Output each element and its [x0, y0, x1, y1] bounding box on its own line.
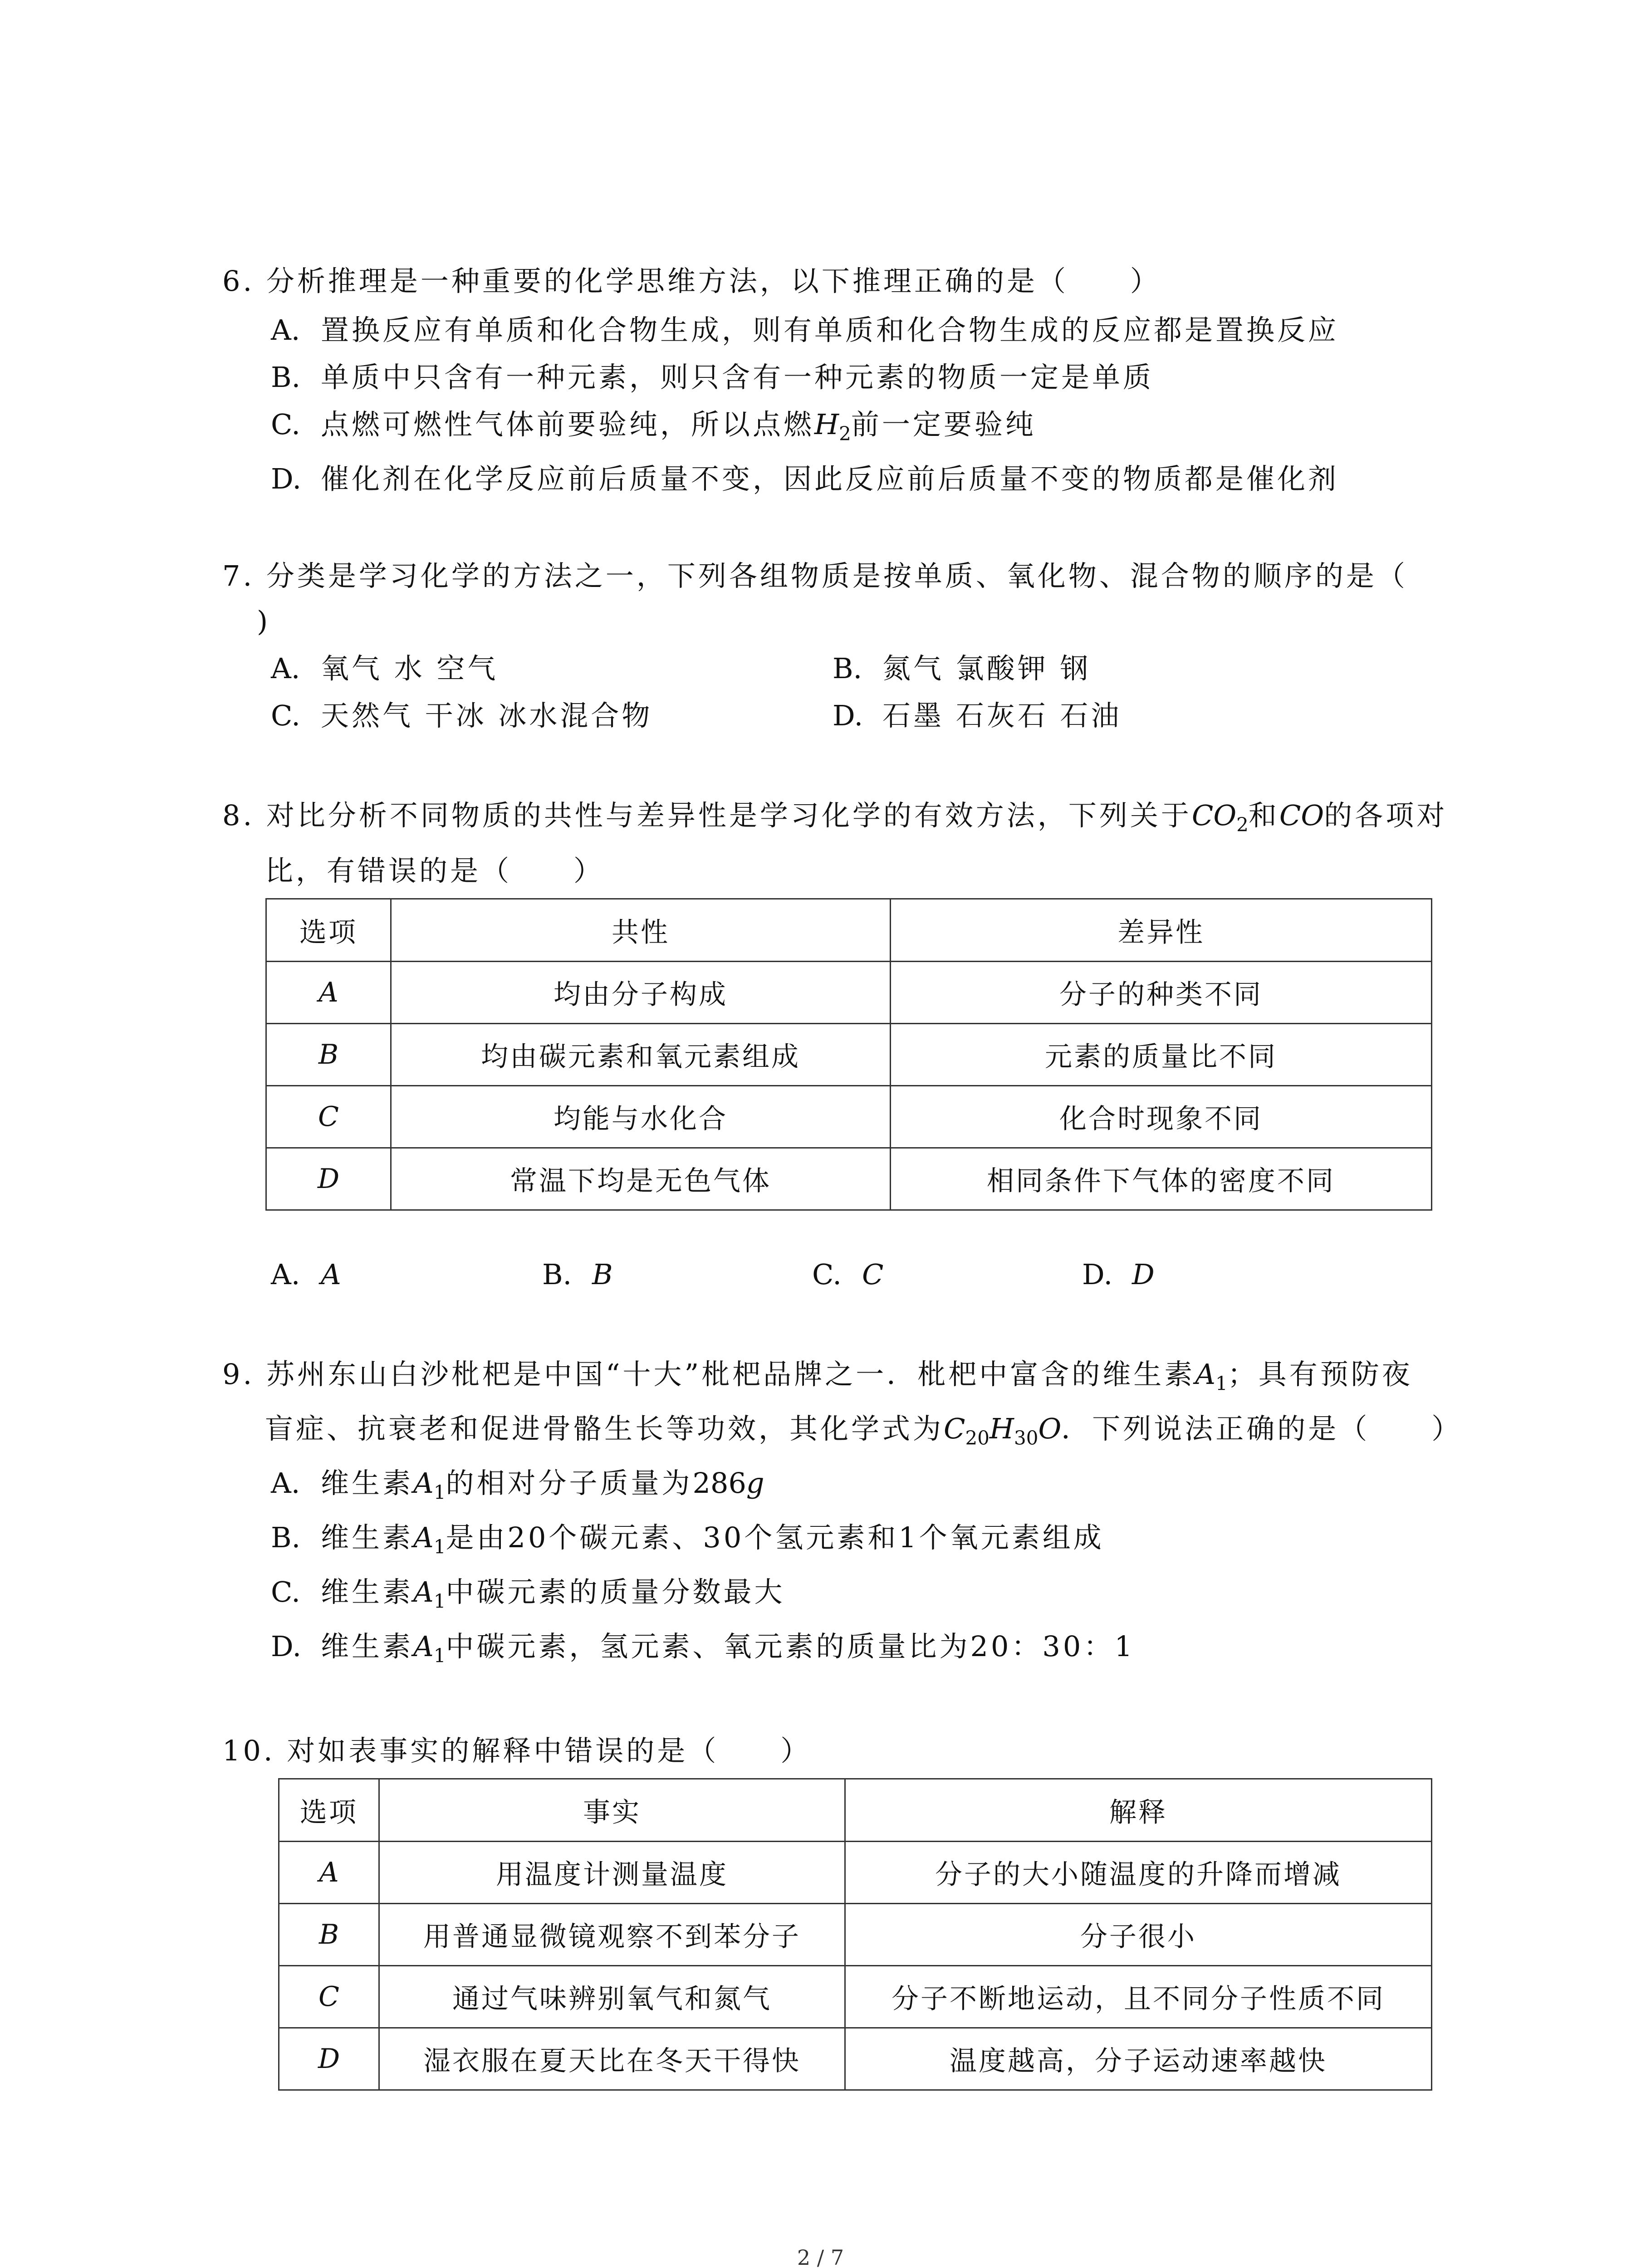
- table-cell: 湿衣服在夏天比在冬天干得快: [379, 2028, 845, 2090]
- option-text: 置换反应有单质和化合物生成，则有单质和化合物生成的反应都是置换反应: [321, 313, 1339, 347]
- q8-table: [265, 898, 1432, 1211]
- option-text: 氮气 氯酸钾 钢: [882, 652, 1091, 685]
- page-number: 2 / 7: [797, 2245, 844, 2268]
- table-row: [266, 1024, 1432, 1086]
- table-cell: A: [266, 962, 391, 1024]
- formula-a1: $A_1$: [413, 1575, 446, 1613]
- formula-a1: $A_1$: [413, 1466, 446, 1504]
- q7-stem: 7. 分类是学习化学的方法之一，下列各组物质是按单质、氧化物、混合物的顺序的是（: [222, 559, 1408, 592]
- option-label: B.: [833, 652, 862, 685]
- q6-option-c: [271, 406, 1036, 452]
- q9-option-b: B. 维生素$A_1$是由20个碳元素、30个氢元素和1个氧元素组成: [271, 1520, 1104, 1565]
- q8-option-a: [271, 1256, 341, 1293]
- option-label: C.: [271, 699, 300, 732]
- q9-stem-line1: 9. 苏州东山白沙枇杷是中国“十大”枇杷品牌之一．枇杷中富含的维生素$A_1$；具有预防夜: [222, 1358, 1413, 1395]
- table-cell: 常温下均是无色气体: [391, 1148, 891, 1210]
- table-row: [266, 1086, 1432, 1148]
- option-text: 氧气 水 空气: [321, 652, 499, 685]
- option-label: B.: [271, 361, 301, 394]
- table-row: [279, 1842, 1432, 1904]
- option-label: A.: [271, 313, 300, 347]
- table-header: 事实: [379, 1779, 845, 1842]
- option-label: B.: [542, 1258, 572, 1291]
- q6-option-d: [271, 461, 1339, 497]
- option-text: D: [1132, 1258, 1155, 1291]
- q8-option-c: [812, 1256, 883, 1293]
- q9-option-c: C. 维生素$A_1$中碳元素的质量分数最大: [271, 1574, 785, 1619]
- table-cell: C: [266, 1086, 391, 1148]
- option-label: A.: [271, 652, 300, 685]
- table-cell: 分子很小: [845, 1904, 1432, 1966]
- unit: g: [746, 1466, 764, 1500]
- option-text: 点燃可燃性气体前要验纯，所以点燃: [321, 408, 815, 441]
- formula-co: CO: [1279, 799, 1324, 832]
- option-label: D.: [833, 699, 863, 732]
- formula-a1: $A_1$: [413, 1521, 446, 1558]
- option-label: D.: [1082, 1258, 1113, 1291]
- table-cell: A: [279, 1842, 379, 1904]
- q9-stem-line2: 盲症、抗衰老和促进骨骼生长等功效，其化学式为$C_{20}H_{30}O$．下列说法正确的是（ ）: [265, 1412, 1463, 1449]
- option-text: A: [321, 1258, 341, 1291]
- q7-option-a: [271, 650, 498, 687]
- q8-option-d: [1082, 1256, 1155, 1293]
- table-cell: B: [266, 1024, 391, 1086]
- table-cell: 用温度计测量温度: [379, 1842, 845, 1904]
- q6-option-b: [271, 359, 1154, 396]
- option-text: B: [592, 1258, 613, 1291]
- table-header: 选项: [279, 1779, 379, 1842]
- q7-option-d: [833, 698, 1122, 734]
- table-cell: 化合时现象不同: [891, 1086, 1432, 1148]
- formula-a1: $A_1$: [1195, 1358, 1228, 1395]
- q9-option-a: A. 维生素$A_1$的相对分子质量为286g: [271, 1465, 764, 1510]
- table-header: 差异性: [891, 899, 1432, 962]
- option-text: C: [862, 1258, 884, 1291]
- table-row: [266, 962, 1432, 1024]
- table-cell: 元素的质量比不同: [891, 1024, 1432, 1086]
- option-label: C.: [271, 1575, 300, 1608]
- table-row: [279, 2028, 1432, 2090]
- table-cell: D: [279, 2028, 379, 2090]
- q7-stem-end: ): [257, 605, 271, 638]
- option-label: D.: [271, 1630, 302, 1663]
- option-label: B.: [271, 1521, 301, 1554]
- table-cell: D: [266, 1148, 391, 1210]
- table-cell: 用普通显微镜观察不到苯分子: [379, 1904, 845, 1966]
- table-header: 共性: [391, 899, 891, 962]
- q8-option-b: [542, 1256, 613, 1293]
- table-header-row: [266, 899, 1432, 962]
- q6-stem: 6. 分析推理是一种重要的化学思维方法，以下推理正确的是（ ）: [222, 264, 1161, 298]
- table-cell: B: [279, 1904, 379, 1966]
- option-label: C.: [271, 408, 300, 441]
- molar-mass-value: 286: [692, 1466, 746, 1500]
- q9-option-d: D. 维生素$A_1$中碳元素，氢元素、氧元素的质量比为20：30：1: [271, 1628, 1135, 1674]
- table-cell: 均能与水化合: [391, 1086, 891, 1148]
- table-header-row: [279, 1779, 1432, 1842]
- table-header: 选项: [266, 899, 391, 962]
- formula-h2: $H_2$: [814, 408, 851, 445]
- q10-stem: 10. 对如表事实的解释中错误的是（ ）: [222, 1734, 812, 1767]
- option-label: D.: [271, 462, 302, 495]
- table-row: [279, 1904, 1432, 1966]
- q7-option-c: [271, 698, 652, 734]
- table-row: [266, 1148, 1432, 1210]
- table-cell: 均由碳元素和氧元素组成: [391, 1024, 891, 1086]
- option-text: 石墨 石灰石 石油: [882, 699, 1122, 732]
- option-label: A.: [271, 1466, 300, 1500]
- option-text: 天然气 干冰 冰水混合物: [321, 699, 653, 732]
- table-cell: C: [279, 1966, 379, 2028]
- q8-stem-line1: 8. 对比分析不同物质的共性与差异性是学习化学的有效方法，下列关于$CO_2$和CO的各项对: [222, 799, 1448, 836]
- option-text: 催化剂在化学反应前后质量不变，因此反应前后质量不变的物质都是催化剂: [321, 462, 1339, 495]
- table-cell: 相同条件下气体的密度不同: [891, 1148, 1432, 1210]
- q8-stem-line2: 比，有错误的是（ ）: [265, 854, 605, 887]
- table-cell: 分子的大小随温度的升降而增减: [845, 1842, 1432, 1904]
- q10-table: [278, 1778, 1432, 2091]
- formula-a1: $A_1$: [413, 1630, 446, 1667]
- formula-co2: $CO_2$: [1191, 799, 1249, 836]
- option-text: 单质中只含有一种元素，则只含有一种元素的物质一定是单质: [321, 361, 1154, 394]
- option-label: A.: [271, 1258, 300, 1291]
- q6-option-a: [271, 312, 1339, 348]
- table-cell: 分子的种类不同: [891, 962, 1432, 1024]
- formula-c20h30o: $C_{20}H_{30}O$: [944, 1412, 1062, 1449]
- table-row: [279, 1966, 1432, 2028]
- option-label: C.: [812, 1258, 842, 1291]
- table-cell: 通过气味辨别氧气和氮气: [379, 1966, 845, 2028]
- table-cell: 温度越高，分子运动速率越快: [845, 2028, 1432, 2090]
- option-text-after: 前一定要验纯: [851, 408, 1036, 441]
- q7-option-b: [833, 650, 1091, 687]
- table-cell: 分子不断地运动，且不同分子性质不同: [845, 1966, 1432, 2028]
- table-header: 解释: [845, 1779, 1432, 1842]
- table-cell: 均由分子构成: [391, 962, 891, 1024]
